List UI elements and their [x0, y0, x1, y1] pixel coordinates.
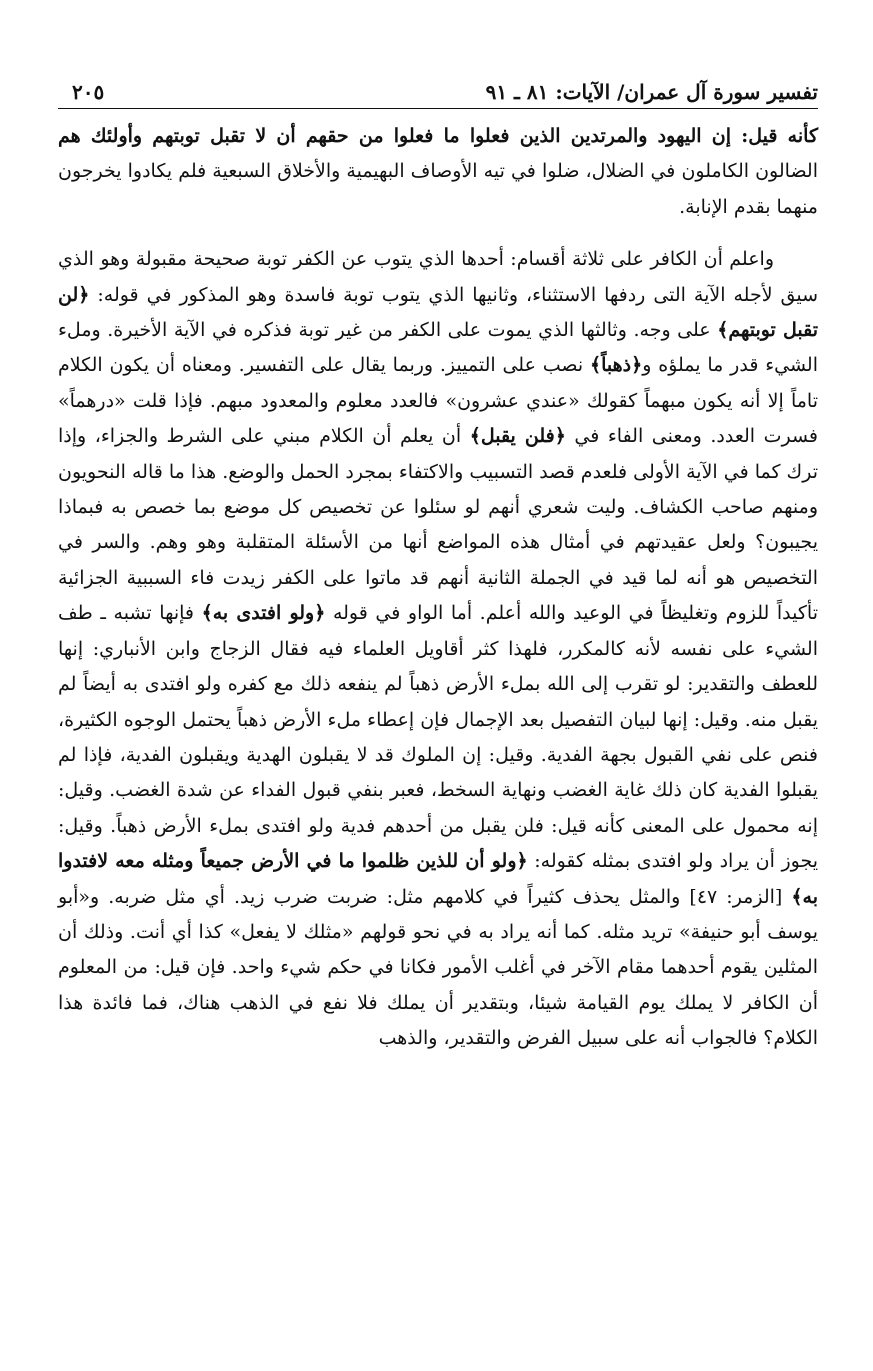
text-run: الضالون الكاملون في الضلال، ضلوا في تيه الأوصاف البهيمية والأخلاق السبعية فلم يكادوا يخرجون منهما بقدم الإنابة.: [58, 160, 818, 218]
running-title: تفسير سورة آل عمران/ الآيات: ٨١ ـ ٩١: [485, 80, 818, 104]
paragraph: [58, 242, 818, 1056]
text-run-bold: كأنه قيل: إن اليهود والمرتدين الذين فعلوا ما فعلوا من حقهم أن لا تقبل توبتهم وأولئك هم: [58, 125, 818, 147]
quran-quote: ﴿فلن يقبل﴾: [469, 425, 566, 448]
quran-quote: ﴿ذهباً﴾: [589, 354, 643, 377]
quran-quote: ﴿لن تقبل توبتهم﴾: [58, 283, 818, 342]
text-run: أن يعلم أن الكلام مبني على الشرط والجزاء، وإذا ترك كما في الآية الأولى فلعدم قصد التسبيب والاكتفاء بمجرد الحمل والوضع. هذا ما قاله النحويون ومنهم صاحب الكشاف. وليت شعري أنهم لو سئلوا عن تخصيص كل موضع بما خصص به فبماذا يجيبون؟ ولعل عقيدتهم في أمثال هذه المواضع أنها من الأسئلة المتقلبة وهو وهم. والسر في التخصيص هو أنه لما قيد في الجملة الثانية أنهم قد ماتوا على الكفر زيدت فاء السببية الجزائية تأكيداً للزوم وتغليظاً في الوعيد والله أعلم. أما الواو في قوله: [58, 425, 818, 625]
document-page: [58, 78, 818, 1057]
quran-quote: ﴿ولو افتدى به﴾: [201, 602, 326, 625]
quran-quote: ﴿ولو أن للذين ظلموا ما في الأرض جميعاً ومثله معه لافتدوا به﴾: [58, 850, 818, 908]
text-run: واعلم أن الكافر على ثلاثة أقسام: أحدها الذي يتوب عن الكفر توبة صحيحة مقبولة وهو الذي سيق لأجله الآية التى ردفها الاستثناء، وثانيها الذي يتوب توبة فاسدة وهو المذكور في قوله:: [58, 248, 818, 306]
text-run: [الزمر: ٤٧] والمثل يحذف كثيراً في كلامهم مثل: ضربت ضرب زيد. أي مثل ضربه. و«أبو يوسف أبو حنيفة» تريد مثله. كما أنه يراد به في نحو قولهم «مثلك لا يفعل» كذا أي أنت. وذلك أن المثلين يقوم أحدهما مقام الآخر في أغلب الأمور فكانا في حكم شيء واحد. فإن قيل: من المعلوم أن الكافر لا يملك يوم القيامة شيئا، وبتقدير أن يملك فلا نفع في الذهب هناك، فما فائدة هذا الكلام؟ فالجواب أنه على سبيل الفرض والتقدير، والذهب: [58, 885, 818, 1050]
text-run: فإنها تشبه ـ طف الشيء على نفسه لأنه كالمكرر، فلهذا كثر أقاويل العلماء فيه فقال الزجاج وابن الأنباري: إنها للعطف والتقدير: لو تقرب إلى الله بملء الأرض ذهباً لم ينفعه ذلك مع كفره ولو افتدى به أيضاً لم يقبل منه. وقيل: إنها لبيان التفصيل بعد الإجمال فإن إعطاء ملء الأرض ذهباً يحتمل الوجوه الكثيرة، فنص على نفي القبول بجهة الفدية. وقيل: إن الملوك قد لا يقبلون الهدية ويقبلون الفدية، فإذا لم يقبلوا الفدية كان ذلك غاية الغضب ونهاية السخط، فعبر بنفي قبول الفداء عن شدة الغضب. وقيل: إنه محمول على المعنى كأنه قيل: فلن يقبل من أحدهم فدية ولو افتدى بملء الأرض ذهباً. وقيل: يجوز أن يراد ولو افتدى بمثله كقوله:: [58, 602, 818, 873]
body-text: [58, 119, 818, 1057]
page-header: [58, 78, 818, 109]
paragraph: [58, 119, 818, 225]
text-run: على وجه. وثالثها الذي يموت على الكفر من غير توبة فذكره في الآية الأخيرة. وملء الشيء قدر ما يملؤه و: [58, 319, 818, 377]
page-number: ٢٠٥: [72, 80, 105, 104]
text-run: نصب على التمييز. وربما يقال على التفسير. ومعناه أن يكون الكلام تاماً إلا أنه يكون مبهماً كقولك «عندي عشرون» فالعدد معلوم والمعدود مبهم. فإذا قلت «درهماً» فسرت العدد. ومعنى الفاء في: [58, 354, 818, 448]
